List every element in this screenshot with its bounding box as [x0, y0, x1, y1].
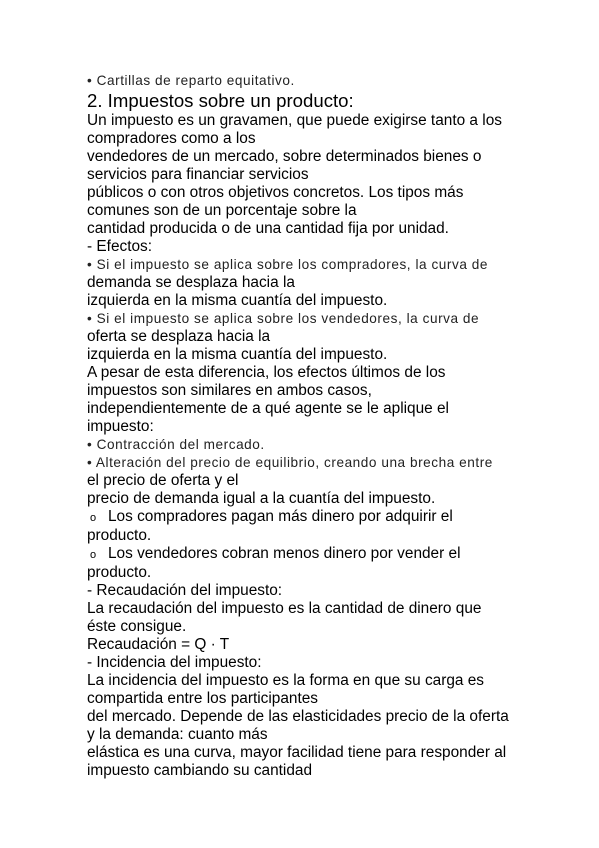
- paragraph-line: públicos o con otros objetivos concretos. Los tipos más: [87, 184, 464, 201]
- subheading-line: - Incidencia del impuesto:: [87, 654, 262, 671]
- paragraph-line: el precio de oferta y el: [87, 472, 239, 489]
- subheading-line: - Recaudación del impuesto:: [87, 582, 283, 599]
- bullet-line: • Alteración del precio de equilibrio, creando una brecha entre: [87, 455, 493, 470]
- paragraph-line: servicios para financiar servicios: [87, 166, 309, 183]
- sub-bullet-line: [87, 545, 527, 564]
- paragraph-line: Un impuesto es un gravamen, que puede exigirse tanto a los: [87, 112, 502, 129]
- section-heading: 2. Impuestos sobre un producto:: [87, 90, 354, 111]
- paragraph-line: elástica es una curva, mayor facilidad tiene para responder al: [87, 744, 507, 761]
- paragraph-line: izquierda en la misma cuantía del impuesto.: [87, 346, 388, 363]
- sub-bullet-marker: o: [90, 549, 97, 561]
- sub-bullet-marker: o: [90, 512, 97, 524]
- sub-bullet-text: Los compradores pagan más dinero por adquirir el: [108, 508, 453, 525]
- paragraph-line: La recaudación del impuesto es la cantidad de dinero que: [87, 600, 482, 617]
- paragraph-line: compartida entre los participantes: [87, 690, 318, 707]
- paragraph-line: y la demanda: cuanto más: [87, 726, 268, 743]
- paragraph-line: precio de demanda igual a la cuantía del impuesto.: [87, 490, 436, 507]
- document-body: [87, 72, 527, 780]
- sub-bullet-text: Los vendedores cobran menos dinero por vender el: [108, 545, 461, 562]
- paragraph-line: producto.: [87, 527, 152, 544]
- paragraph-line: éste consigue.: [87, 618, 187, 635]
- bullet-line: • Si el impuesto se aplica sobre los compradores, la curva de: [87, 257, 488, 272]
- paragraph-line: cantidad producida o de una cantidad fija por unidad.: [87, 220, 449, 237]
- paragraph-line: La incidencia del impuesto es la forma en que su carga es: [87, 672, 484, 689]
- paragraph-line: comunes son de un porcentaje sobre la: [87, 202, 357, 219]
- paragraph-line: impuestos son similares en ambos casos,: [87, 382, 372, 399]
- paragraph-line: izquierda en la misma cuantía del impuesto.: [87, 292, 388, 309]
- bullet-line: • Cartillas de reparto equitativo.: [87, 73, 295, 88]
- subheading-line: - Efectos:: [87, 238, 153, 255]
- paragraph-line: oferta se desplaza hacia la: [87, 328, 271, 345]
- sub-bullet-line: [87, 508, 527, 527]
- paragraph-line: A pesar de esta diferencia, los efectos últimos de los: [87, 364, 446, 381]
- paragraph-line: vendedores de un mercado, sobre determinados bienes o: [87, 148, 482, 165]
- paragraph-line: producto.: [87, 564, 152, 581]
- paragraph-line: compradores como a los: [87, 130, 256, 147]
- paragraph-line: del mercado. Depende de las elasticidades precio de la oferta: [87, 708, 509, 725]
- paragraph-line: impuesto cambiando su cantidad: [87, 762, 313, 779]
- paragraph-line: impuesto:: [87, 418, 154, 435]
- formula-line: Recaudación = Q · T: [87, 636, 230, 653]
- paragraph-line: demanda se desplaza hacia la: [87, 274, 295, 291]
- bullet-line: • Si el impuesto se aplica sobre los vendedores, la curva de: [87, 311, 480, 326]
- bullet-line: • Contracción del mercado.: [87, 437, 265, 452]
- paragraph-line: independientemente de a qué agente se le aplique el: [87, 400, 449, 417]
